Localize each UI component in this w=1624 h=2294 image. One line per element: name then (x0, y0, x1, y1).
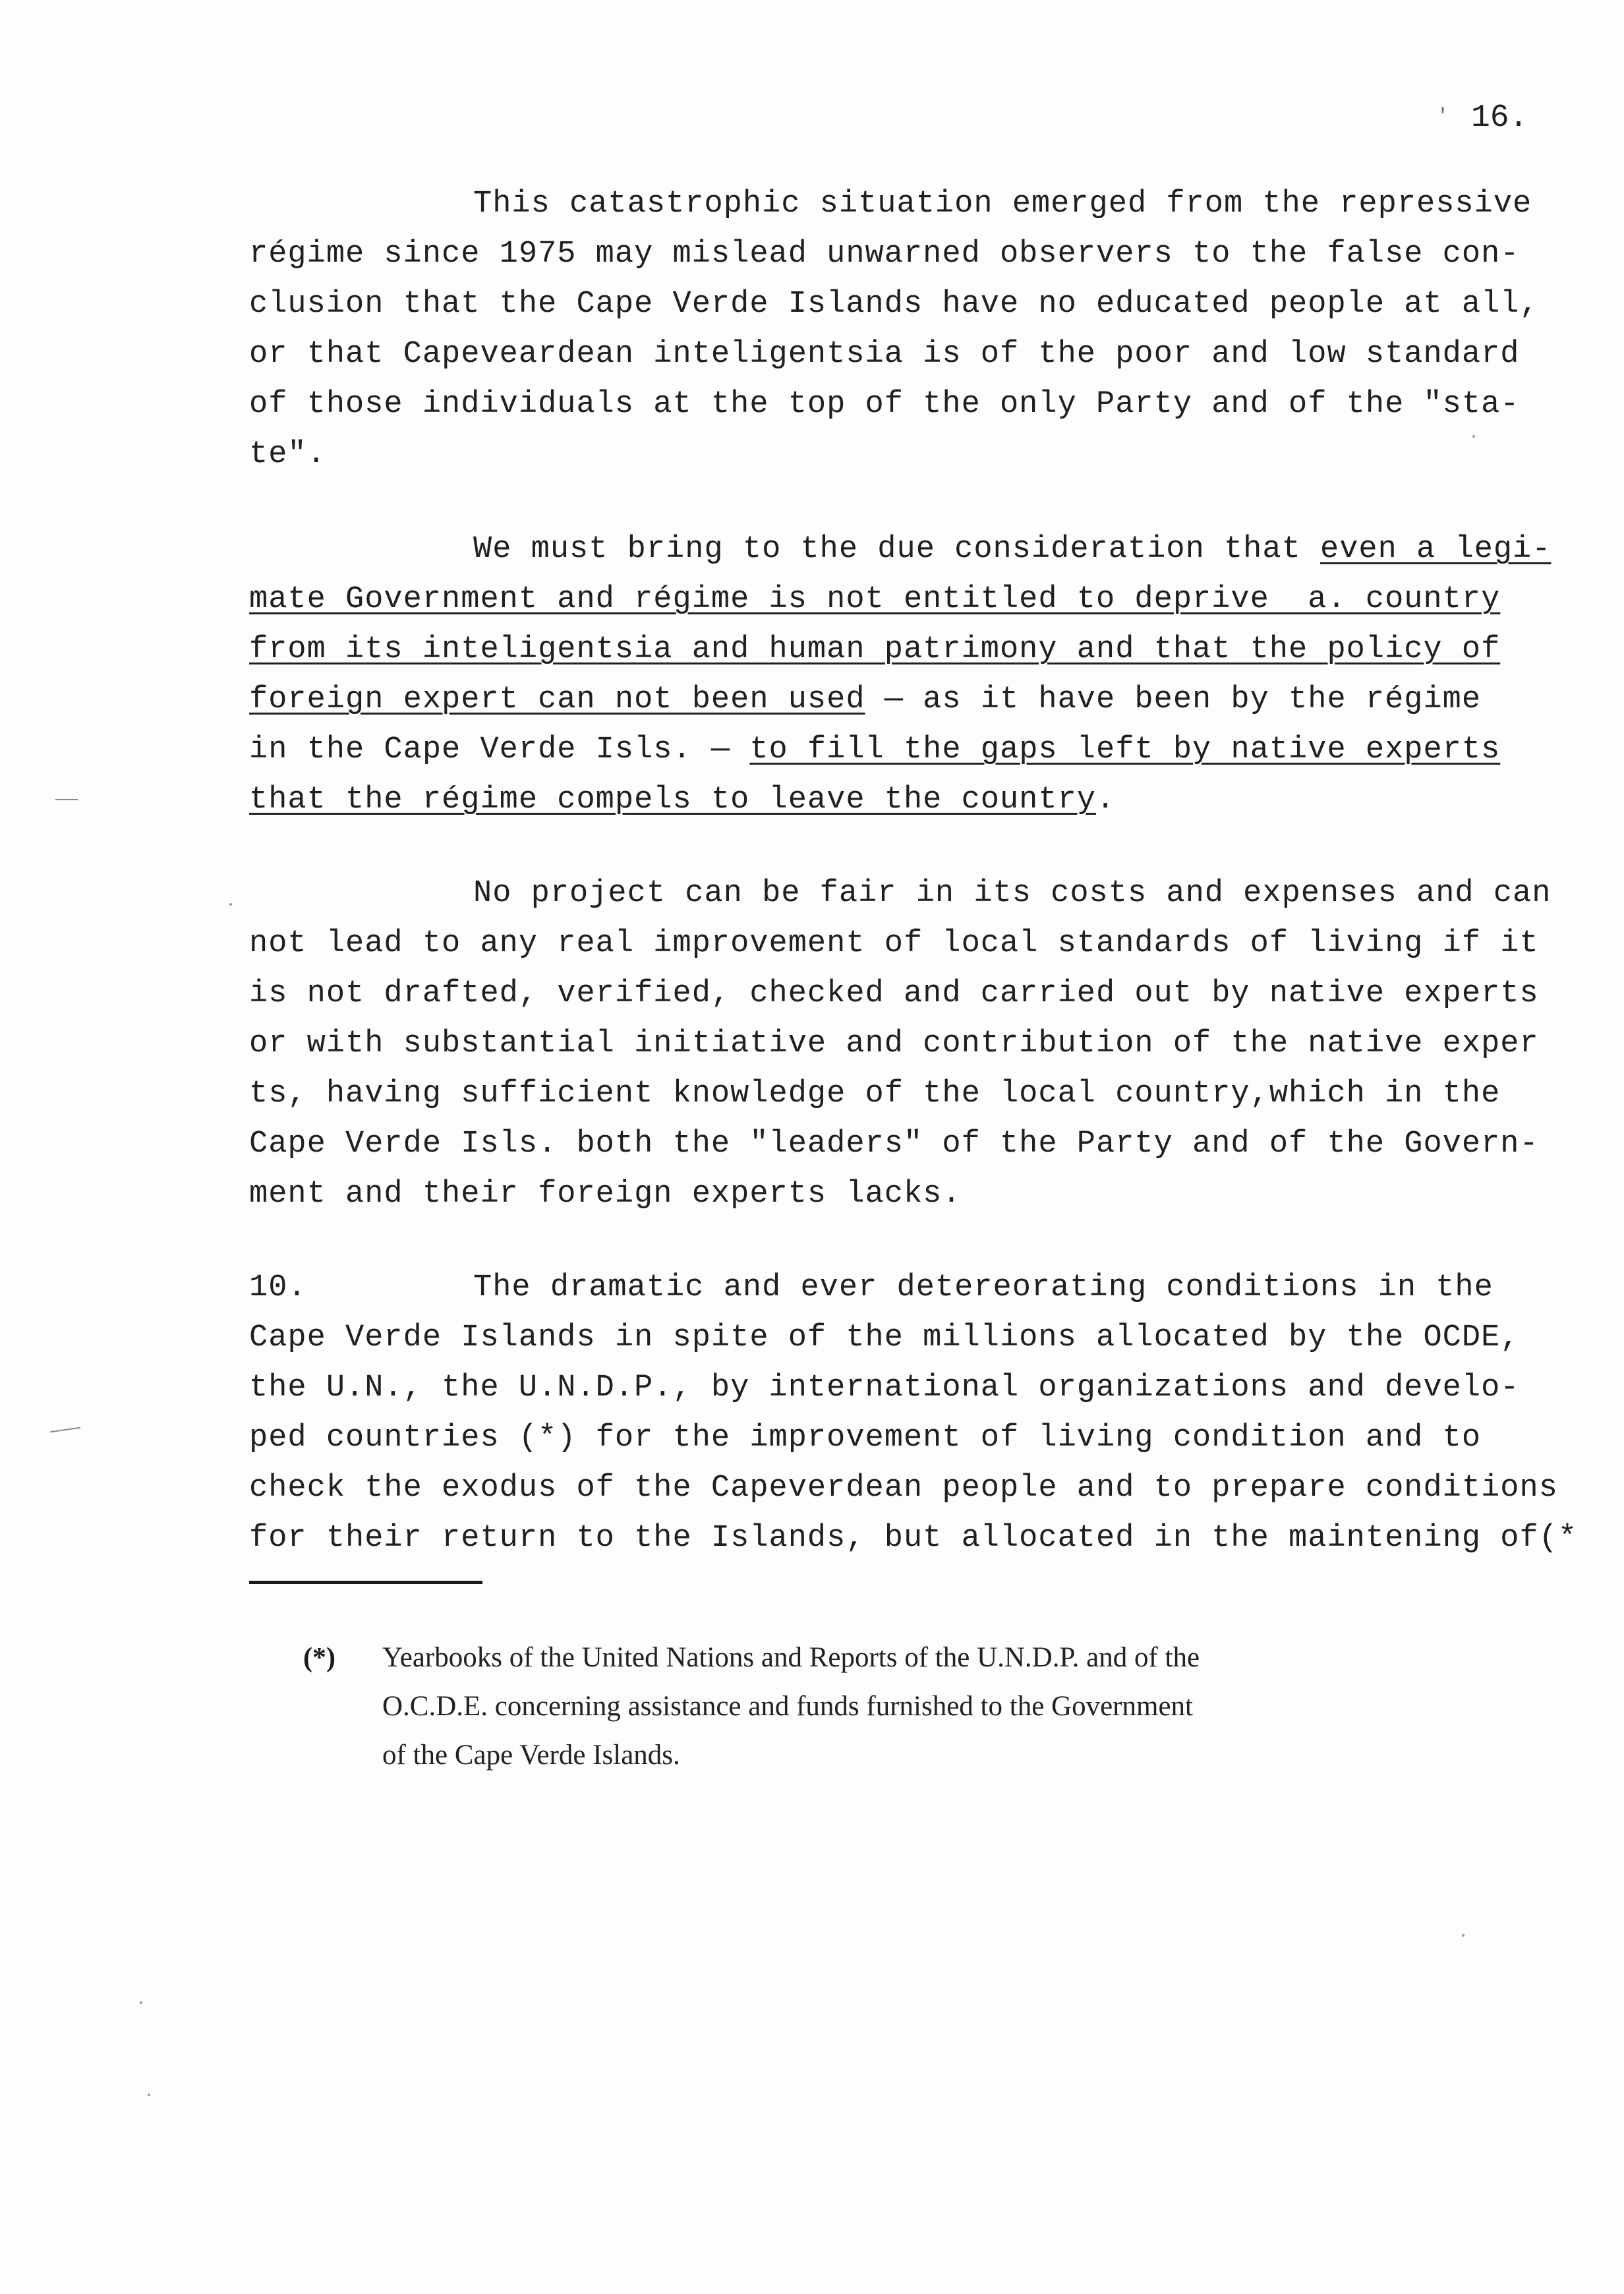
paragraph-4-line: check the exodus of the Capeverdean people and to prepare conditions (249, 1471, 1558, 1506)
footnote-line: O.C.D.E. concerning assistance and funds furnished to the Government (382, 1691, 1193, 1722)
section-number: 10. (249, 1270, 307, 1305)
paragraph-4-line (249, 1263, 1600, 1313)
paragraph-2-underlined-text: even a legi- (1320, 532, 1552, 567)
footnote-separator (249, 1581, 482, 1584)
paragraph-2-text: . (1096, 782, 1116, 817)
paragraph-3-line: No project can be fair in its costs and expenses and can (473, 876, 1552, 911)
paragraph-1-line: or that Capeveardean inteligentsia is of the poor and low standard (249, 337, 1520, 372)
margin-scan-mark (55, 799, 78, 800)
footnote-line: Yearbooks of the United Nations and Reports of the U.N.D.P. and of the (382, 1642, 1200, 1673)
paragraph-2-underlined-text: to fill the gaps left by native experts (749, 732, 1501, 767)
paragraph-2-line (249, 725, 1600, 775)
paragraph-2-line (249, 675, 1600, 725)
paragraph-2-underlined-text: mate Government and régime is not entitled to deprive a. country (249, 582, 1501, 617)
paragraph-4-text: The dramatic and ever detereorating conditions in the (473, 1270, 1494, 1305)
paragraph-2-underlined-text: that the régime compels to leave the country (249, 782, 1097, 817)
footnote-text (382, 1633, 1555, 1780)
page-number: 16. (1471, 100, 1528, 136)
footnote-line: of the Cape Verde Islands. (382, 1740, 680, 1771)
footnote-marker: (*) (303, 1643, 335, 1673)
paragraph-3-line: ment and their foreign experts lacks. (249, 1177, 962, 1212)
paragraph-4-line: the U.N., the U.N.D.P., by international organizations and develo- (249, 1370, 1520, 1405)
scan-speck (1472, 435, 1475, 438)
paragraph-2-underlined-text: from its inteligentsia and human patrimony and that the policy of (249, 632, 1501, 667)
paragraph-4 (249, 1263, 1600, 1564)
paragraph-3 (249, 869, 1600, 1220)
paragraph-3-line: ts, having sufficient knowledge of the local country,which in the (249, 1076, 1501, 1111)
paragraph-1-line: régime since 1975 may mislead unwarned observers to the false con- (249, 237, 1520, 272)
paragraph-1-line: This catastrophic situation emerged from the repressive (473, 187, 1532, 221)
paragraph-1-line: te". (249, 437, 326, 472)
paragraph-1-line: clusion that the Cape Verde Islands have no educated people at all, (249, 287, 1539, 322)
paragraph-1-line: of those individuals at the top of the only Party and of the "sta- (249, 387, 1520, 422)
paragraph-3-line: is not drafted, verified, checked and carried out by native experts (249, 976, 1539, 1011)
paragraph-2-text: — as it have been by the régime (865, 682, 1482, 717)
scan-speck (148, 2094, 150, 2096)
paragraph-2-line (249, 625, 1600, 675)
page-tick-mark: ' (1437, 105, 1449, 128)
margin-scan-mark (50, 1427, 80, 1432)
paragraph-2-line (249, 775, 1600, 825)
paragraph-2-text: in the Cape Verde Isls. — (249, 732, 750, 767)
paragraph-3-line: Cape Verde Isls. both the "leaders" of the Party and of the Govern- (249, 1127, 1539, 1162)
paragraph-2-underlined-text: foreign expert can not been used (249, 682, 865, 717)
scan-speck (229, 903, 232, 906)
paragraph-4-line: Cape Verde Islands in spite of the millions allocated by the OCDE, (249, 1320, 1520, 1355)
paragraph-2-text: We must bring to the due consideration that (473, 532, 1321, 567)
paragraph-3-line: or with substantial initiative and contribution of the native exper (249, 1026, 1539, 1061)
paragraph-4-line: for their return to the Islands, but allocated in the maintening of(* (249, 1521, 1578, 1556)
paragraph-2 (249, 525, 1600, 825)
paragraph-3-line: not lead to any real improvement of local standards of living if it (249, 926, 1539, 961)
paragraph-1 (249, 179, 1600, 480)
paragraph-2-line (249, 525, 1600, 575)
scan-speck (140, 2001, 142, 2004)
paragraph-2-line (249, 575, 1600, 625)
scan-speck (1462, 1934, 1464, 1937)
paragraph-4-line: ped countries (*) for the improvement of living condition and to (249, 1421, 1482, 1456)
